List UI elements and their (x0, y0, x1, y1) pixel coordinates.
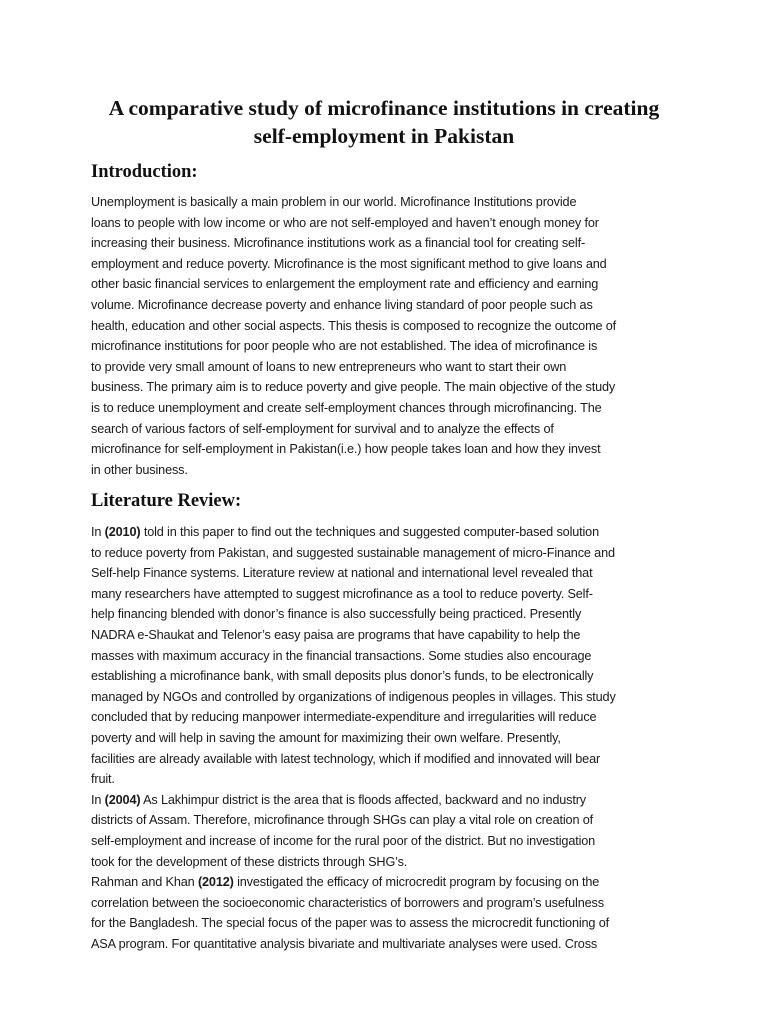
section-heading-literature-review: Literature Review: (91, 491, 242, 511)
introduction-paragraph (91, 192, 691, 480)
section-heading-introduction: Introduction: (91, 162, 198, 182)
text-line: microfinance for self-employment in Pakistan(i.e.) how people takes loan and how they invest (91, 442, 601, 457)
text-line: fruit. (91, 772, 115, 787)
text-line: masses with maximum accuracy in the financial transactions. Some studies also encourage (91, 648, 592, 663)
text-line: for the Bangladesh. The special focus of the paper was to assess the microcredit functioning of (91, 916, 609, 931)
text-line: NADRA e-Shaukat and Telenor’s easy paisa are programs that have capability to help the (91, 627, 581, 642)
text-line: facilities are already available with latest technology, which if modified and innovated will bear (91, 751, 601, 766)
text-line: self-employment and increase of income for the rural poor of the district. But no investigation (91, 833, 596, 848)
text-line: correlation between the socioeconomic characteristics of borrowers and program’s usefulness (91, 895, 604, 910)
text-line: in other business. (91, 462, 188, 477)
lead-text: Rahman and Khan (91, 875, 198, 890)
text-line: health, education and other social aspects. This thesis is composed to recognize the outcome of (91, 318, 617, 333)
paragraph-first-line (91, 790, 691, 811)
text-line: ASA program. For quantitative analysis bivariate and multivariate analyses were used. Cross (91, 936, 598, 951)
text-line: to provide very small amount of loans to new entrepreneurs who want to start their own (91, 359, 567, 374)
text-segment: investigated the efficacy of microcredit program by focusing on the (233, 875, 600, 890)
lead-text: In (91, 792, 105, 807)
text-line: establishing a microfinance bank, with small deposits plus donor’s funds, to be electronically (91, 669, 594, 684)
citation-year: (2010) (104, 525, 141, 539)
text-line: loans to people with low income or who are not self-employed and haven’t enough money for (91, 215, 599, 230)
text-line: increasing their business. Microfinance institutions work as a financial tool for creating self- (91, 236, 586, 251)
title-line: self-employment in Pakistan (253, 124, 515, 148)
text-line: help financing blended with donor’s finance is also successfully being practiced. Presently (91, 607, 582, 622)
citation-year: (2012) (197, 875, 234, 890)
text-line: is to reduce unemployment and create self-employment chances through microfinancing. The (91, 400, 602, 415)
text-line: search of various factors of self-employment for survival and to analyze the effects of (91, 421, 554, 436)
citation-year: (2004) (104, 792, 141, 807)
text-line: to reduce poverty from Pakistan, and suggested sustainable management of micro-Finance and (91, 545, 615, 560)
lead-text: In (91, 525, 105, 539)
text-line: other basic financial services to enlargement the employment rate and efficiency and earning (91, 277, 599, 292)
text-line: volume. Microfinance decrease poverty and enhance living standard of poor people such as (91, 297, 593, 312)
text-line: business. The primary aim is to reduce poverty and give people. The main objective of the study (91, 380, 616, 395)
literature-review-body (91, 522, 691, 954)
paragraph-first-line (91, 522, 691, 543)
title-line: A comparative study of microfinance institutions in creating (108, 96, 660, 120)
text-line: poverty and will help in saving the amount for maximizing their own welfare. Presently, (91, 730, 561, 745)
text-segment: As Lakhimpur district is the area that is floods affected, backward and no industry (140, 792, 587, 807)
text-line: concluded that by reducing manpower intermediate-expenditure and irregularities will reduce (91, 710, 597, 725)
text-line: Self-help Finance systems. Literature review at national and international level revealed that (91, 566, 593, 581)
text-line: Unemployment is basically a main problem in our world. Microfinance Institutions provide (91, 195, 577, 209)
text-line: districts of Assam. Therefore, microfinance through SHGs can play a vital role on creation of (91, 813, 594, 828)
paragraph-first-line (91, 872, 691, 893)
document-title (60, 94, 708, 150)
text-segment: told in this paper to find out the techniques and suggested computer-based solution (140, 525, 599, 539)
text-line: took for the development of these districts through SHG’s. (91, 854, 408, 869)
text-line: microfinance institutions for poor people who are not established. The idea of microfinance is (91, 339, 598, 354)
text-line: managed by NGOs and controlled by organizations of indigenous peoples in villages. This study (91, 689, 616, 704)
text-line: many researchers have attempted to suggest microfinance as a tool to reduce poverty. Self- (91, 586, 593, 601)
text-line: employment and reduce poverty. Microfinance is the most significant method to give loans and (91, 256, 607, 271)
